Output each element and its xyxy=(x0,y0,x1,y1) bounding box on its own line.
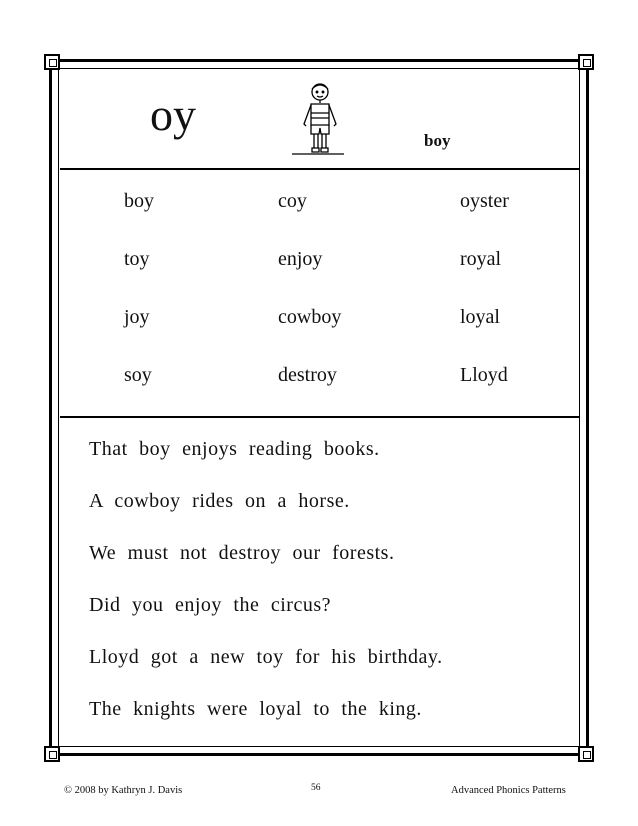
divider xyxy=(60,168,580,170)
corner-ornament-icon xyxy=(578,54,594,70)
sentence: The knights were loyal to the king. xyxy=(89,698,422,720)
keyword-label: boy xyxy=(424,131,451,150)
copyright-notice: © 2008 by Kathryn J. Davis xyxy=(64,785,183,796)
word-row xyxy=(60,248,580,306)
word: Lloyd xyxy=(460,364,508,386)
word: toy xyxy=(124,248,150,270)
page-number: 56 xyxy=(311,783,321,793)
corner-ornament-icon xyxy=(44,746,60,762)
boy-figure-icon xyxy=(292,80,352,163)
sentence: That boy enjoys reading books. xyxy=(89,438,380,460)
sentence: We must not destroy our forests. xyxy=(89,542,395,564)
divider xyxy=(60,416,580,418)
word-row xyxy=(60,364,580,422)
word-row xyxy=(60,306,580,364)
sentence: Lloyd got a new toy for his birthday. xyxy=(89,646,443,668)
word: boy xyxy=(124,190,154,212)
word: destroy xyxy=(278,364,337,386)
word-list xyxy=(60,190,580,422)
word: soy xyxy=(124,364,152,386)
word: oyster xyxy=(460,190,509,212)
word: coy xyxy=(278,190,307,212)
corner-ornament-icon xyxy=(578,746,594,762)
word: enjoy xyxy=(278,248,323,270)
sentence: Did you enjoy the circus? xyxy=(89,594,331,616)
word: royal xyxy=(460,248,502,270)
phonics-pattern-title: oy xyxy=(150,89,196,140)
book-title: Advanced Phonics Patterns xyxy=(451,785,566,796)
word: loyal xyxy=(460,306,500,328)
sentence: A cowboy rides on a horse. xyxy=(89,490,350,512)
sentence-list xyxy=(89,436,559,748)
word-row xyxy=(60,190,580,248)
corner-ornament-icon xyxy=(44,54,60,70)
word: joy xyxy=(124,306,150,328)
word: cowboy xyxy=(278,306,342,328)
